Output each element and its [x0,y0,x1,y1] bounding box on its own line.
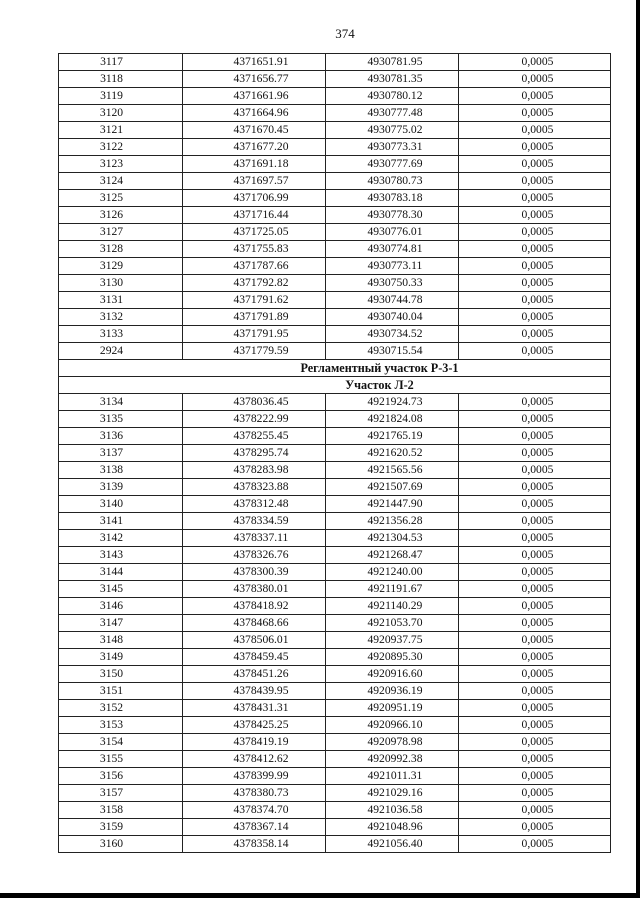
table-row [59,649,611,666]
value-cell: 0,0005 [459,71,611,88]
x-coordinate-cell: 4378399.99 [183,768,326,785]
y-coordinate-cell: 4930781.95 [326,54,459,71]
x-coordinate-cell: 4371791.95 [183,326,326,343]
x-coordinate-cell: 4371651.91 [183,54,326,71]
table-row [59,156,611,173]
y-coordinate-cell: 4921011.31 [326,768,459,785]
table-row [59,683,611,700]
table-row [59,462,611,479]
value-cell: 0,0005 [459,649,611,666]
table-row [59,530,611,547]
point-number-cell: 3154 [59,734,183,751]
y-coordinate-cell: 4921036.58 [326,802,459,819]
x-coordinate-cell: 4378334.59 [183,513,326,530]
table-row [59,122,611,139]
table-row [59,700,611,717]
table-row [59,292,611,309]
x-coordinate-cell: 4378459.45 [183,649,326,666]
value-cell: 0,0005 [459,326,611,343]
x-coordinate-cell: 4378412.62 [183,751,326,768]
point-number-cell: 3122 [59,139,183,156]
table-row [59,394,611,411]
value-cell: 0,0005 [459,224,611,241]
y-coordinate-cell: 4921268.47 [326,547,459,564]
x-coordinate-cell: 4378367.14 [183,819,326,836]
point-number-cell: 3131 [59,292,183,309]
table-row [59,343,611,360]
y-coordinate-cell: 4921240.00 [326,564,459,581]
table-row [59,717,611,734]
point-number-cell: 3117 [59,54,183,71]
y-coordinate-cell: 4930774.81 [326,241,459,258]
y-coordinate-cell: 4930780.12 [326,88,459,105]
x-coordinate-cell: 4371706.99 [183,190,326,207]
value-cell: 0,0005 [459,666,611,683]
table-row [59,224,611,241]
value-cell: 0,0005 [459,258,611,275]
point-number-cell: 3137 [59,445,183,462]
x-coordinate-cell: 4371664.96 [183,105,326,122]
x-coordinate-cell: 4378425.25 [183,717,326,734]
x-coordinate-cell: 4378418.92 [183,598,326,615]
table-row [59,802,611,819]
y-coordinate-cell: 4921620.52 [326,445,459,462]
section-title: Регламентный участок Р-3-1 [59,360,611,377]
y-coordinate-cell: 4930744.78 [326,292,459,309]
point-number-cell: 3129 [59,258,183,275]
point-number-cell: 3124 [59,173,183,190]
x-coordinate-cell: 4371755.83 [183,241,326,258]
y-coordinate-cell: 4930778.30 [326,207,459,224]
section-headings [59,360,611,394]
value-cell: 0,0005 [459,632,611,649]
y-coordinate-cell: 4930734.52 [326,326,459,343]
value-cell: 0,0005 [459,122,611,139]
point-number-cell: 3142 [59,530,183,547]
y-coordinate-cell: 4921565.56 [326,462,459,479]
y-coordinate-cell: 4930781.35 [326,71,459,88]
value-cell: 0,0005 [459,479,611,496]
value-cell: 0,0005 [459,615,611,632]
x-coordinate-cell: 4378312.48 [183,496,326,513]
table-row [59,54,611,71]
y-coordinate-cell: 4930777.69 [326,156,459,173]
value-cell: 0,0005 [459,88,611,105]
y-coordinate-cell: 4921824.08 [326,411,459,428]
value-cell: 0,0005 [459,530,611,547]
value-cell: 0,0005 [459,105,611,122]
point-number-cell: 3136 [59,428,183,445]
table-row [59,598,611,615]
value-cell: 0,0005 [459,751,611,768]
table-row [59,836,611,853]
y-coordinate-cell: 4930715.54 [326,343,459,360]
point-number-cell: 3152 [59,700,183,717]
section-title-row [59,360,611,377]
value-cell: 0,0005 [459,139,611,156]
x-coordinate-cell: 4371691.18 [183,156,326,173]
x-coordinate-cell: 4378419.19 [183,734,326,751]
x-coordinate-cell: 4378326.76 [183,547,326,564]
table-row [59,258,611,275]
x-coordinate-cell: 4378323.88 [183,479,326,496]
value-cell: 0,0005 [459,496,611,513]
value-cell: 0,0005 [459,428,611,445]
table-row [59,139,611,156]
y-coordinate-cell: 4921140.29 [326,598,459,615]
x-coordinate-cell: 4371677.20 [183,139,326,156]
value-cell: 0,0005 [459,683,611,700]
y-coordinate-cell: 4930750.33 [326,275,459,292]
section-subtitle-row [59,377,611,394]
value-cell: 0,0005 [459,785,611,802]
point-number-cell: 3119 [59,88,183,105]
page-number: 374 [335,26,355,41]
table-row [59,666,611,683]
y-coordinate-cell: 4920992.38 [326,751,459,768]
table-row [59,819,611,836]
value-cell: 0,0005 [459,802,611,819]
point-number-cell: 3133 [59,326,183,343]
point-number-cell: 3151 [59,683,183,700]
point-number-cell: 3138 [59,462,183,479]
table-row [59,768,611,785]
y-coordinate-cell: 4921191.67 [326,581,459,598]
value-cell: 0,0005 [459,445,611,462]
y-coordinate-cell: 4921056.40 [326,836,459,853]
point-number-cell: 3135 [59,411,183,428]
x-coordinate-cell: 4378439.95 [183,683,326,700]
y-coordinate-cell: 4920937.75 [326,632,459,649]
value-cell: 0,0005 [459,513,611,530]
point-number-cell: 3130 [59,275,183,292]
point-number-cell: 3157 [59,785,183,802]
y-coordinate-cell: 4930773.11 [326,258,459,275]
y-coordinate-cell: 4930775.02 [326,122,459,139]
table-row [59,581,611,598]
point-number-cell: 3126 [59,207,183,224]
point-number-cell: 3158 [59,802,183,819]
value-cell: 0,0005 [459,836,611,853]
y-coordinate-cell: 4930740.04 [326,309,459,326]
x-coordinate-cell: 4378380.01 [183,581,326,598]
x-coordinate-cell: 4371716.44 [183,207,326,224]
table-row [59,547,611,564]
point-number-cell: 3125 [59,190,183,207]
x-coordinate-cell: 4378283.98 [183,462,326,479]
table-row [59,513,611,530]
value-cell: 0,0005 [459,700,611,717]
table-row [59,241,611,258]
y-coordinate-cell: 4921924.73 [326,394,459,411]
table-row [59,632,611,649]
y-coordinate-cell: 4921304.53 [326,530,459,547]
y-coordinate-cell: 4921048.96 [326,819,459,836]
point-number-cell: 3120 [59,105,183,122]
point-number-cell: 3121 [59,122,183,139]
value-cell: 0,0005 [459,241,611,258]
point-number-cell: 3123 [59,156,183,173]
y-coordinate-cell: 4921765.19 [326,428,459,445]
table-row [59,428,611,445]
table-row [59,309,611,326]
scan-border-bottom [0,893,640,898]
table-row [59,207,611,224]
table-row [59,411,611,428]
x-coordinate-cell: 4378380.73 [183,785,326,802]
value-cell: 0,0005 [459,717,611,734]
point-number-cell: 3143 [59,547,183,564]
x-coordinate-cell: 4371791.89 [183,309,326,326]
x-coordinate-cell: 4371791.62 [183,292,326,309]
table-row [59,734,611,751]
point-number-cell: 3132 [59,309,183,326]
x-coordinate-cell: 4378337.11 [183,530,326,547]
point-number-cell: 3155 [59,751,183,768]
x-coordinate-cell: 4378374.70 [183,802,326,819]
y-coordinate-cell: 4920916.60 [326,666,459,683]
coordinates-table [58,53,611,853]
table-row [59,445,611,462]
table-body-part-1 [59,54,611,360]
y-coordinate-cell: 4921356.28 [326,513,459,530]
x-coordinate-cell: 4371661.96 [183,88,326,105]
point-number-cell: 3146 [59,598,183,615]
table-body-part-2 [59,394,611,853]
table-row [59,105,611,122]
y-coordinate-cell: 4930776.01 [326,224,459,241]
y-coordinate-cell: 4930773.31 [326,139,459,156]
table-row [59,190,611,207]
table-row [59,564,611,581]
y-coordinate-cell: 4921447.90 [326,496,459,513]
y-coordinate-cell: 4921507.69 [326,479,459,496]
value-cell: 0,0005 [459,734,611,751]
value-cell: 0,0005 [459,564,611,581]
value-cell: 0,0005 [459,411,611,428]
point-number-cell: 3144 [59,564,183,581]
value-cell: 0,0005 [459,462,611,479]
table-row [59,785,611,802]
x-coordinate-cell: 4371697.57 [183,173,326,190]
value-cell: 0,0005 [459,54,611,71]
value-cell: 0,0005 [459,819,611,836]
value-cell: 0,0005 [459,343,611,360]
point-number-cell: 3160 [59,836,183,853]
x-coordinate-cell: 4378358.14 [183,836,326,853]
table-row [59,71,611,88]
table-row [59,88,611,105]
value-cell: 0,0005 [459,156,611,173]
x-coordinate-cell: 4371787.66 [183,258,326,275]
point-number-cell: 3118 [59,71,183,88]
x-coordinate-cell: 4378295.74 [183,445,326,462]
point-number-cell: 3148 [59,632,183,649]
table-row [59,275,611,292]
table-row [59,326,611,343]
x-coordinate-cell: 4378255.45 [183,428,326,445]
point-number-cell: 3149 [59,649,183,666]
point-number-cell: 3134 [59,394,183,411]
table-row [59,751,611,768]
x-coordinate-cell: 4378300.39 [183,564,326,581]
point-number-cell: 3128 [59,241,183,258]
point-number-cell: 3156 [59,768,183,785]
y-coordinate-cell: 4921053.70 [326,615,459,632]
point-number-cell: 3159 [59,819,183,836]
y-coordinate-cell: 4920978.98 [326,734,459,751]
y-coordinate-cell: 4920966.10 [326,717,459,734]
point-number-cell: 3127 [59,224,183,241]
section-subtitle: Участок Л-2 [59,377,611,394]
value-cell: 0,0005 [459,581,611,598]
value-cell: 0,0005 [459,207,611,224]
point-number-cell: 3153 [59,717,183,734]
x-coordinate-cell: 4371779.59 [183,343,326,360]
point-number-cell: 2924 [59,343,183,360]
point-number-cell: 3150 [59,666,183,683]
value-cell: 0,0005 [459,173,611,190]
point-number-cell: 3147 [59,615,183,632]
value-cell: 0,0005 [459,547,611,564]
value-cell: 0,0005 [459,768,611,785]
y-coordinate-cell: 4920951.19 [326,700,459,717]
x-coordinate-cell: 4371670.45 [183,122,326,139]
x-coordinate-cell: 4371725.05 [183,224,326,241]
x-coordinate-cell: 4378506.01 [183,632,326,649]
x-coordinate-cell: 4371792.82 [183,275,326,292]
point-number-cell: 3139 [59,479,183,496]
table-row [59,173,611,190]
x-coordinate-cell: 4378222.99 [183,411,326,428]
table-row [59,496,611,513]
point-number-cell: 3141 [59,513,183,530]
value-cell: 0,0005 [459,598,611,615]
table-row [59,615,611,632]
scan-border-right [636,0,640,898]
y-coordinate-cell: 4930777.48 [326,105,459,122]
y-coordinate-cell: 4920895.30 [326,649,459,666]
point-number-cell: 3140 [59,496,183,513]
x-coordinate-cell: 4371656.77 [183,71,326,88]
value-cell: 0,0005 [459,292,611,309]
y-coordinate-cell: 4930780.73 [326,173,459,190]
value-cell: 0,0005 [459,309,611,326]
table-row [59,479,611,496]
point-number-cell: 3145 [59,581,183,598]
y-coordinate-cell: 4921029.16 [326,785,459,802]
y-coordinate-cell: 4930783.18 [326,190,459,207]
x-coordinate-cell: 4378431.31 [183,700,326,717]
value-cell: 0,0005 [459,394,611,411]
value-cell: 0,0005 [459,275,611,292]
x-coordinate-cell: 4378036.45 [183,394,326,411]
value-cell: 0,0005 [459,190,611,207]
x-coordinate-cell: 4378451.26 [183,666,326,683]
y-coordinate-cell: 4920936.19 [326,683,459,700]
x-coordinate-cell: 4378468.66 [183,615,326,632]
